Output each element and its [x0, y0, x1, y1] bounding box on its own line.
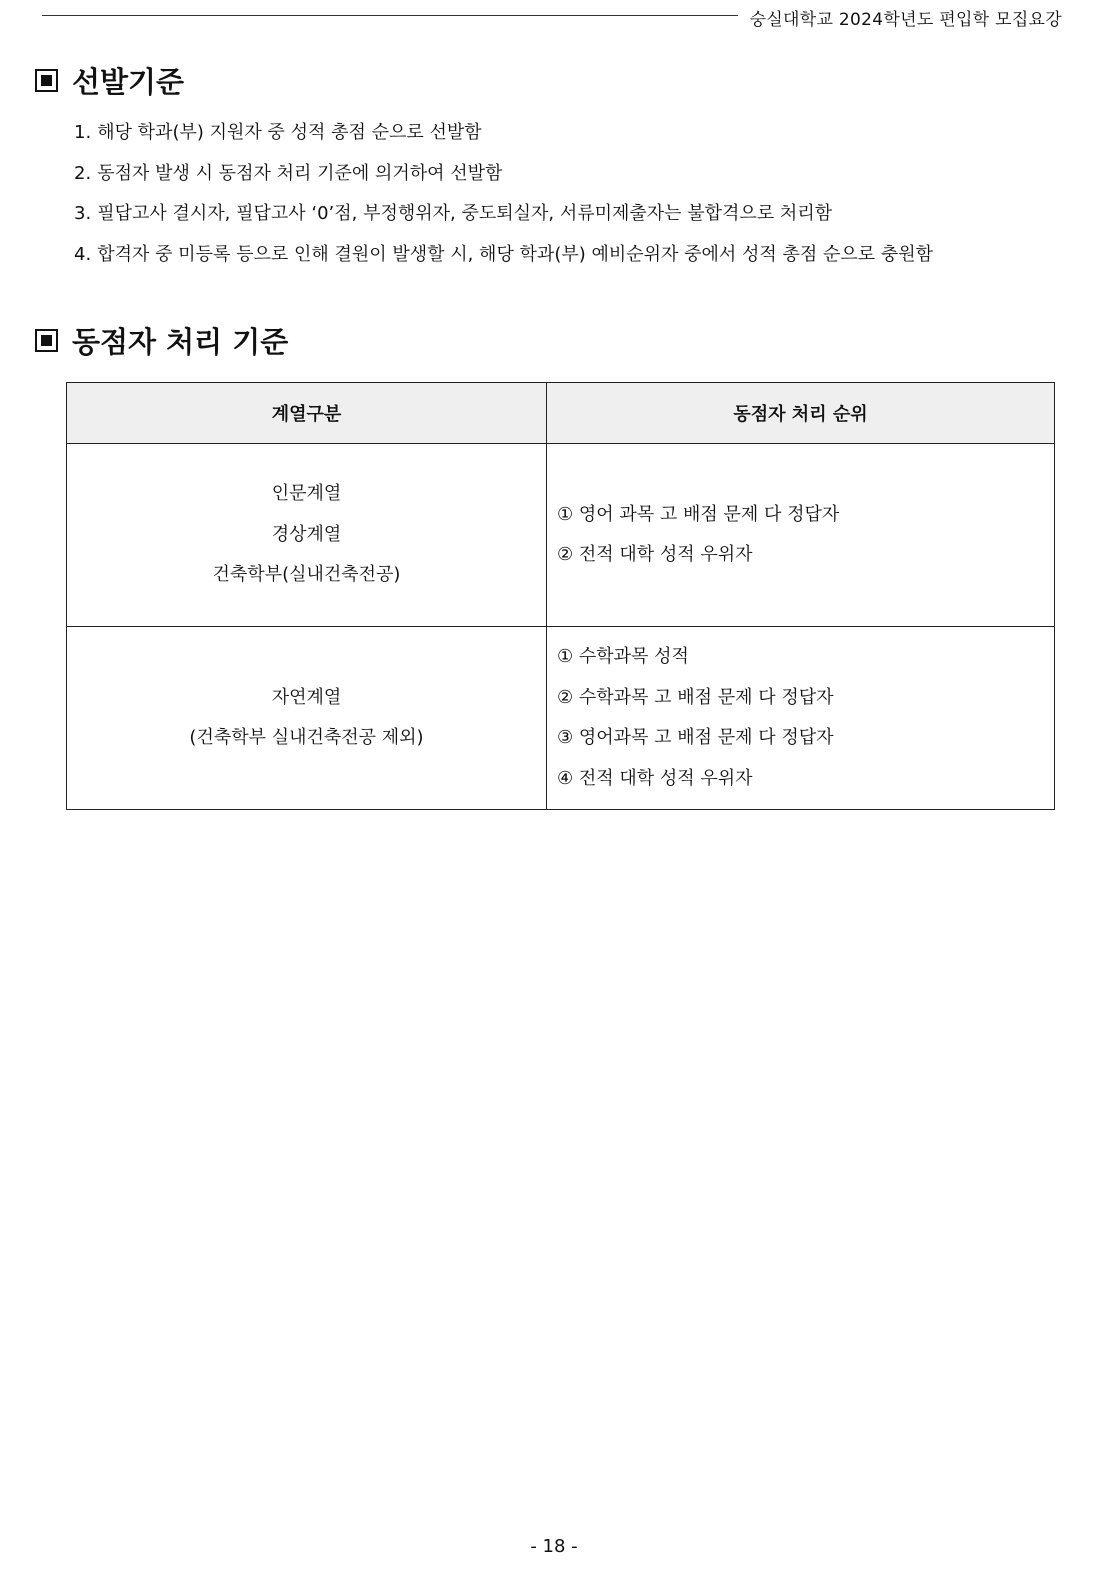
column-header-tie-rank: 동점자 처리 순위 — [547, 383, 1055, 444]
list-item-number: 3. — [74, 203, 92, 224]
page-number: - 18 - — [530, 1536, 578, 1557]
table-row — [67, 627, 1055, 810]
rank-line: ① 영어 과목 고 배점 문제 다 정답자 — [557, 503, 840, 525]
list-item-text: 해당 학과(부) 지원자 중 성적 총점 순으로 선발함 — [97, 122, 482, 143]
column-header-category: 계열구분 — [67, 383, 547, 444]
list-item-number: 1. — [74, 122, 92, 143]
category-line: 인문계열 — [271, 483, 342, 505]
list-item-text: 필답고사 결시자, 필답고사 ‘0’점, 부정행위자, 중도퇴실자, 서류미제출자는 불합격으로 처리함 — [97, 203, 833, 224]
header-rule — [42, 15, 738, 16]
section-title: 선발기준 — [72, 65, 185, 99]
tie-breaking-table — [66, 382, 1055, 810]
table-row — [67, 444, 1055, 627]
filled-square-icon — [35, 69, 58, 92]
rank-line: ④ 전적 대학 성적 우위자 — [557, 767, 753, 789]
rank-cell — [547, 444, 1055, 627]
list-item — [74, 194, 933, 235]
rank-line: ① 수학과목 성적 — [557, 646, 689, 667]
table-header-row — [67, 383, 1055, 444]
rank-line: ③ 영어과목 고 배점 문제 다 정답자 — [557, 727, 834, 748]
category-line: 자연계열 — [271, 686, 342, 708]
list-item-number: 2. — [74, 162, 92, 184]
filled-square-icon — [35, 329, 58, 352]
list-item — [74, 154, 933, 195]
list-item-text: 합격자 중 미등록 등으로 인해 결원이 발생할 시, 해당 학과(부) 예비순위자 중에서 성적 총점 순으로 충원함 — [97, 243, 934, 265]
category-line: 건축학부(실내건축전공) — [212, 564, 401, 586]
category-cell — [67, 627, 547, 810]
rank-line: ② 수학과목 고 배점 문제 다 정답자 — [557, 686, 834, 708]
category-line: (건축학부 실내건축전공 제외) — [189, 727, 424, 748]
category-cell — [67, 444, 547, 627]
rank-line: ② 전적 대학 성적 우위자 — [557, 544, 753, 565]
section-title: 동점자 처리 기준 — [72, 325, 289, 359]
selection-criteria-list — [74, 113, 933, 275]
list-item — [74, 113, 933, 154]
list-item-number: 4. — [74, 243, 92, 265]
section-heading-tie-breaking-criteria — [35, 320, 288, 361]
section-heading-selection-criteria — [35, 60, 184, 101]
list-item — [74, 235, 933, 276]
list-item-text: 동점자 발생 시 동점자 처리 기준에 의거하여 선발함 — [97, 162, 503, 184]
rank-cell — [547, 627, 1055, 810]
category-line: 경상계열 — [271, 523, 342, 545]
document-header-title: 숭실대학교 2024학년도 편입학 모집요강 — [749, 10, 1062, 30]
